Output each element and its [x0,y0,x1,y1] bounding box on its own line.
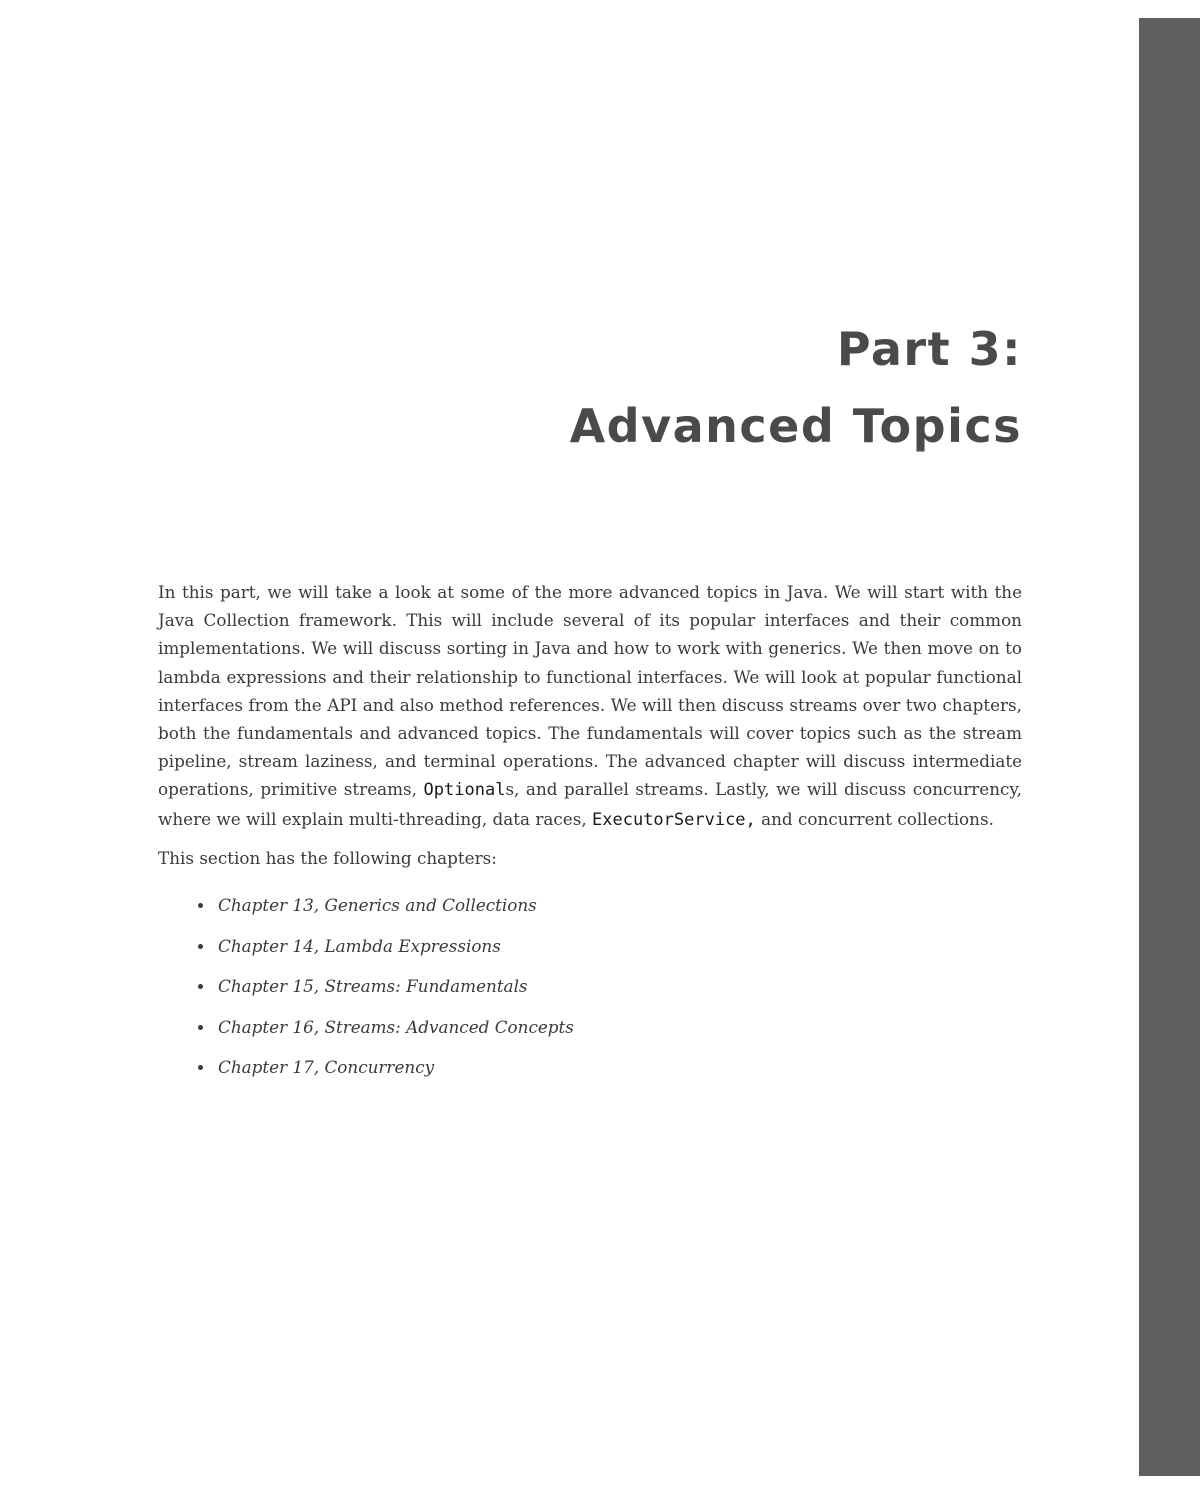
list-item [158,972,574,1013]
bullet-icon [198,1065,203,1070]
chapter-link: Chapter 13, Generics and Collections [218,895,537,915]
code-optional: Optional [423,780,506,801]
bullet-icon [198,984,203,989]
part-number: Part 3: [836,322,1022,377]
part-heading [570,311,1022,465]
chapter-list [158,891,574,1094]
side-tab [1139,18,1200,1476]
chapter-link: Chapter 15, Streams: Fundamentals [218,976,528,996]
chapter-link: Chapter 16, Streams: Advanced Concepts [218,1016,574,1037]
bullet-icon [198,903,203,908]
part-title: Advanced Topics [569,399,1022,454]
bullet-icon [198,1025,203,1030]
list-item [158,891,574,932]
chapter-link: Chapter 17, Concurrency [218,1057,435,1077]
list-item [158,1053,574,1094]
bullet-icon [198,944,203,949]
code-executor-service: ExecutorService, [592,809,756,830]
description-text-1: In this part, we will take a look at some of the more advanced topics in Java. We will start with the Java Collection framework. This will include several of its popular interfaces and their common implementations. We will discuss sorting in Java and how to work with generics. We then move on to lambda expressions and their relationship to functional interfaces. We will look at popular functional interfaces from the API and also method references. We will then discuss streams over two chapters, both the fundamentals and advanced topics. The fundamentals will cover topics such as the stream pipeline, stream laziness, and terminal operations. The advanced chapter will discuss intermediate operations, primitive streams, [158,582,1022,800]
chapters-intro: This section has the following chapters: [158,848,497,868]
list-item [158,932,574,973]
chapter-link: Chapter 14, Lambda Expressions [218,935,501,956]
description-text-2: s, and parallel streams. Lastly, we will discuss concurrency, where we will explain multi-threading, data races, [158,779,1022,829]
list-item [158,1013,574,1054]
part-description [158,578,1022,834]
description-text-3: and concurrent collections. [755,808,994,829]
